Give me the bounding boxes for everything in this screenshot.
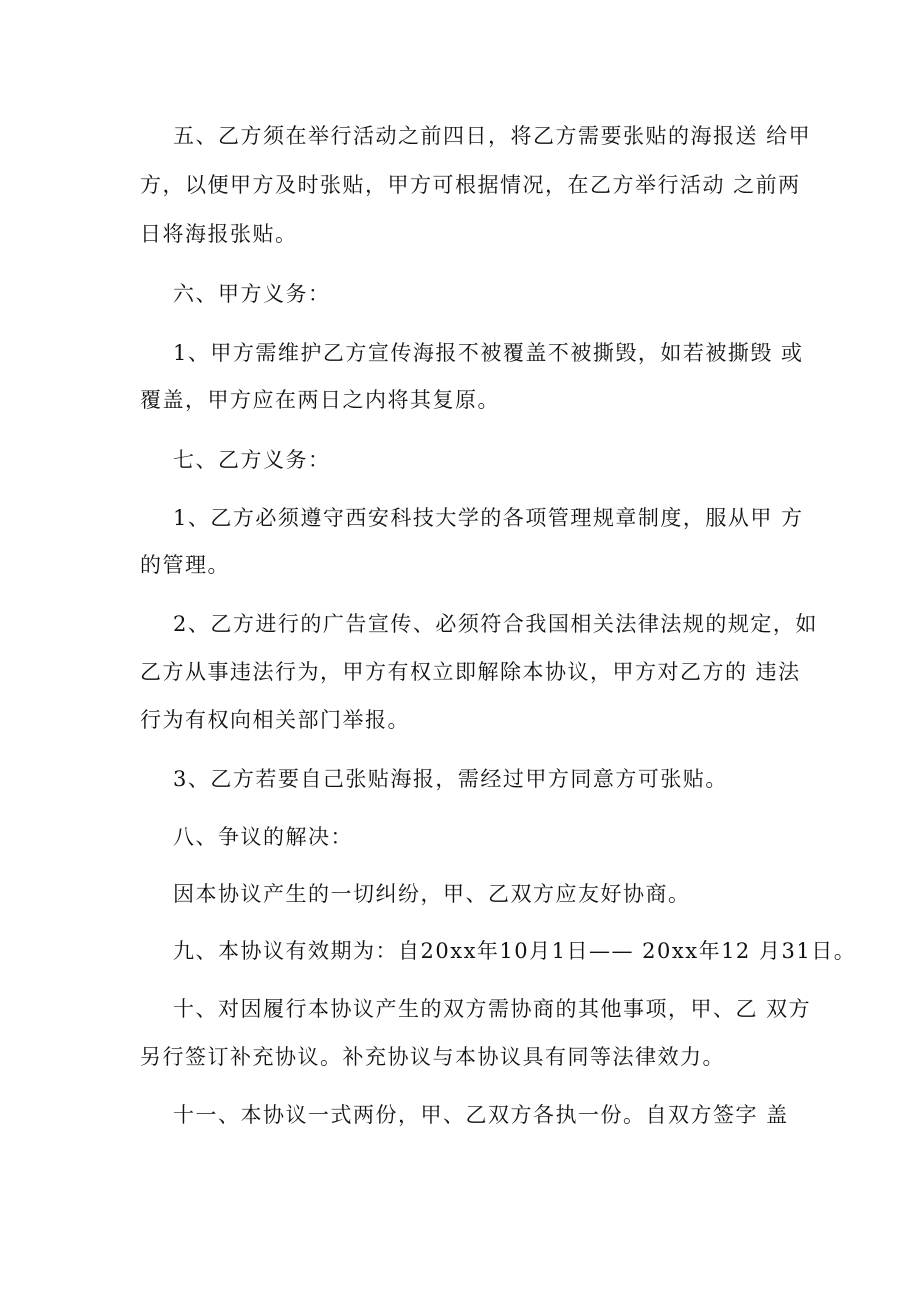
text-line: 十、对因履行本协议产生的双方需协商的其他事项，甲、乙 双方 xyxy=(173,997,812,1021)
text-line: 2、乙方进行的广告宣传、必须符合我国相关法律法规的规定，如 xyxy=(173,612,818,636)
text-line: 的管理。 xyxy=(140,553,230,577)
text-line: 乙方从事违法行为，甲方有权立即解除本协议，甲方对乙方的 违法 xyxy=(140,660,801,684)
text-line: 1、甲方需维护乙方宣传海报不被覆盖不被撕毁，如若被撕毁 或 xyxy=(173,341,804,365)
text-line: 五、乙方须在举行活动之前四日，将乙方需要张贴的海报送 给甲 xyxy=(173,124,812,148)
text-line: 九、本协议有效期为：自20xx年10月1日—— 20xx年12 月31日。 xyxy=(173,939,857,963)
section-heading: 六、甲方义务： xyxy=(173,282,331,306)
section-heading: 八、争议的解决： xyxy=(173,825,353,849)
section-heading: 七、乙方义务： xyxy=(173,448,331,472)
text-line: 3、乙方若要自己张贴海报，需经过甲方同意方可张贴。 xyxy=(173,767,728,791)
text-line: 覆盖，甲方应在两日之内将其复原。 xyxy=(140,388,500,412)
text-line: 另行签订补充协议。补充协议与本协议具有同等法律效力。 xyxy=(140,1045,725,1069)
text-line: 行为有权向相关部门举报。 xyxy=(140,708,410,732)
text-line: 方，以便甲方及时张贴，甲方可根据情况，在乙方举行活动 之前两 xyxy=(140,173,801,197)
text-line: 因本协议产生的一切纠纷，甲、乙双方应友好协商。 xyxy=(173,882,691,906)
text-line: 1、乙方必须遵守西安科技大学的各项管理规章制度，服从甲 方 xyxy=(173,506,804,530)
text-line: 十一、本协议一式两份，甲、乙双方各执一份。自双方签字 盖 xyxy=(173,1103,789,1127)
text-line: 日将海报张贴。 xyxy=(140,222,298,246)
